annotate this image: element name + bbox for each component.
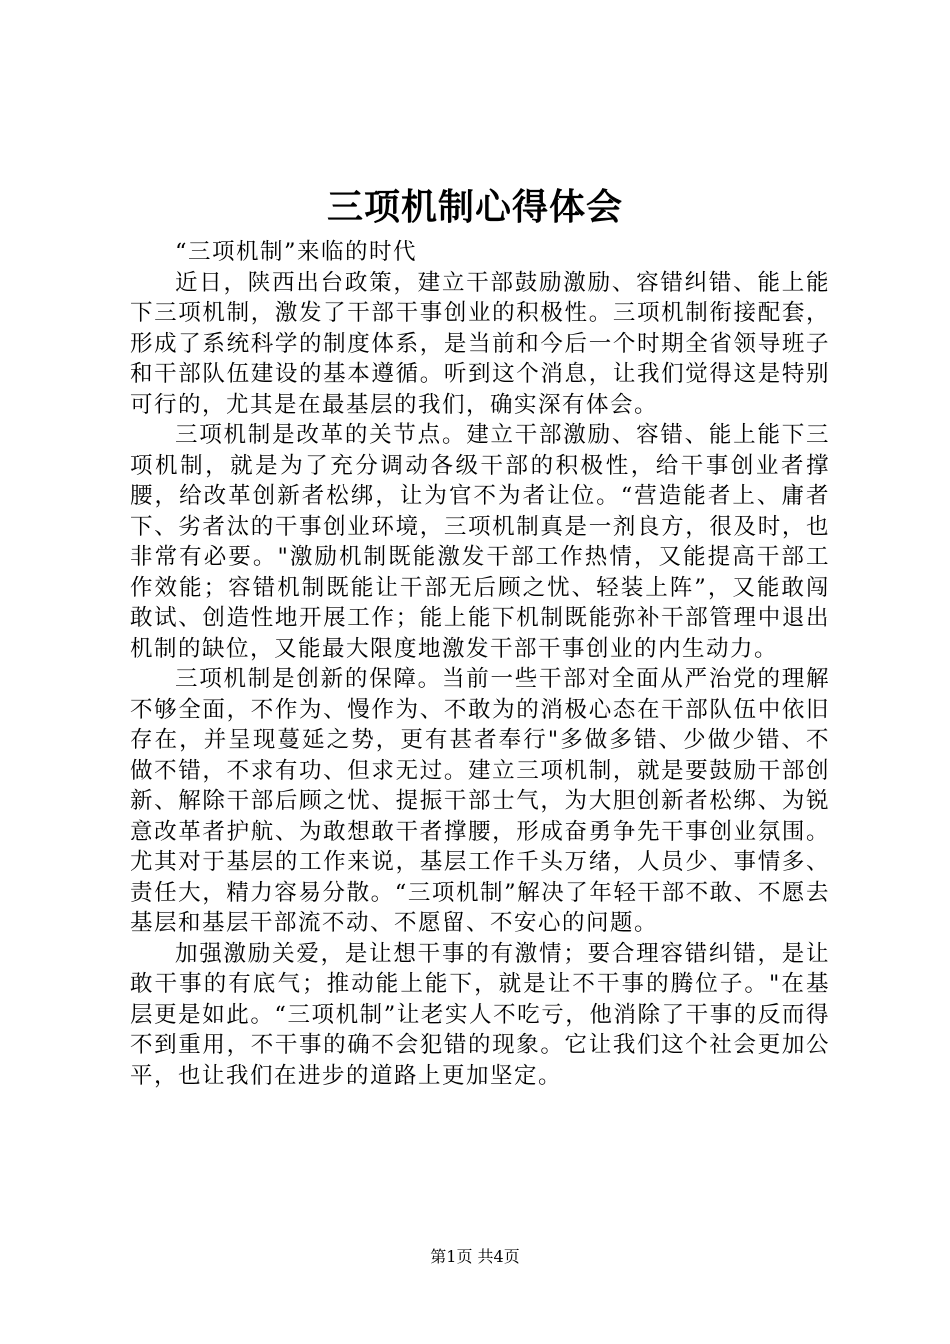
paragraph: 三项机制是改革的关节点。建立干部激励、容错、能上能下三项机制，就是为了充分调动各级干部的积极性，给干事创业者撑腰，给改革创新者松绑，让为官不为者让位。“营造能者上、庸者下、劣者汰的干事创业环境，三项机制真是一剂良方，很及时，也非常有必要。"激励机制既能激发干部工作热情，又能提高干部工作效能；容错机制既能让干部无后顾之忧、轻装上阵”，又能敢闯敢试、创造性地开展工作；能上能下机制既能弥补干部管理中退出机制的缺位，又能最大限度地激发干部干事创业的内生动力。 — [130, 422, 830, 662]
paragraph: 三项机制是创新的保障。当前一些干部对全面从严治党的理解不够全面，不作为、慢作为、不敢为的消极心态在干部队伍中依旧存在，并呈现蔓延之势，更有甚者奉行"多做多错、少做少错、不做不错，不求有功、但求无过。建立三项机制，就是要鼓励干部创新、解除干部后顾之忧、提振干部士气，为大胆创新者松绑、为锐意改革者护航、为敢想敢干者撑腰，形成奋勇争先干事创业氛围。尤其对于基层的工作来说，基层工作千头万绪，人员少、事情多、责任大，精力容易分散。“三项机制”解决了年轻干部不敢、不愿去基层和基层干部流不动、不愿留、不安心的问题。 — [130, 666, 830, 936]
document-title: 三项机制心得体会 — [326, 186, 623, 228]
paragraph: 加强激励关爱，是让想干事的有激情；要合理容错纠错，是让敢干事的有底气；推动能上能下，就是让不干事的腾位子。"在基层更是如此。“三项机制”让老实人不吃亏，他消除了干事的反而得不到重用，不干事的确不会犯错的现象。它让我们这个社会更加公平，也让我们在进步的道路上更加坚定。 — [130, 940, 830, 1089]
section-heading: “三项机制”来临的时代 — [175, 239, 418, 265]
document-body — [130, 237, 830, 1091]
paragraph: 近日，陕西出台政策，建立干部鼓励激励、容错纠错、能上能下三项机制，激发了干部干事创业的积极性。三项机制衔接配套，形成了系统科学的制度体系，是当前和今后一个时期全省领导班子和干部队伍建设的基本遵循。听到这个消息，让我们觉得这是特别可行的，尤其是在最基层的我们，确实深有体会。 — [130, 269, 830, 418]
page-number-footer: 第1页 共4页 — [430, 1247, 520, 1266]
